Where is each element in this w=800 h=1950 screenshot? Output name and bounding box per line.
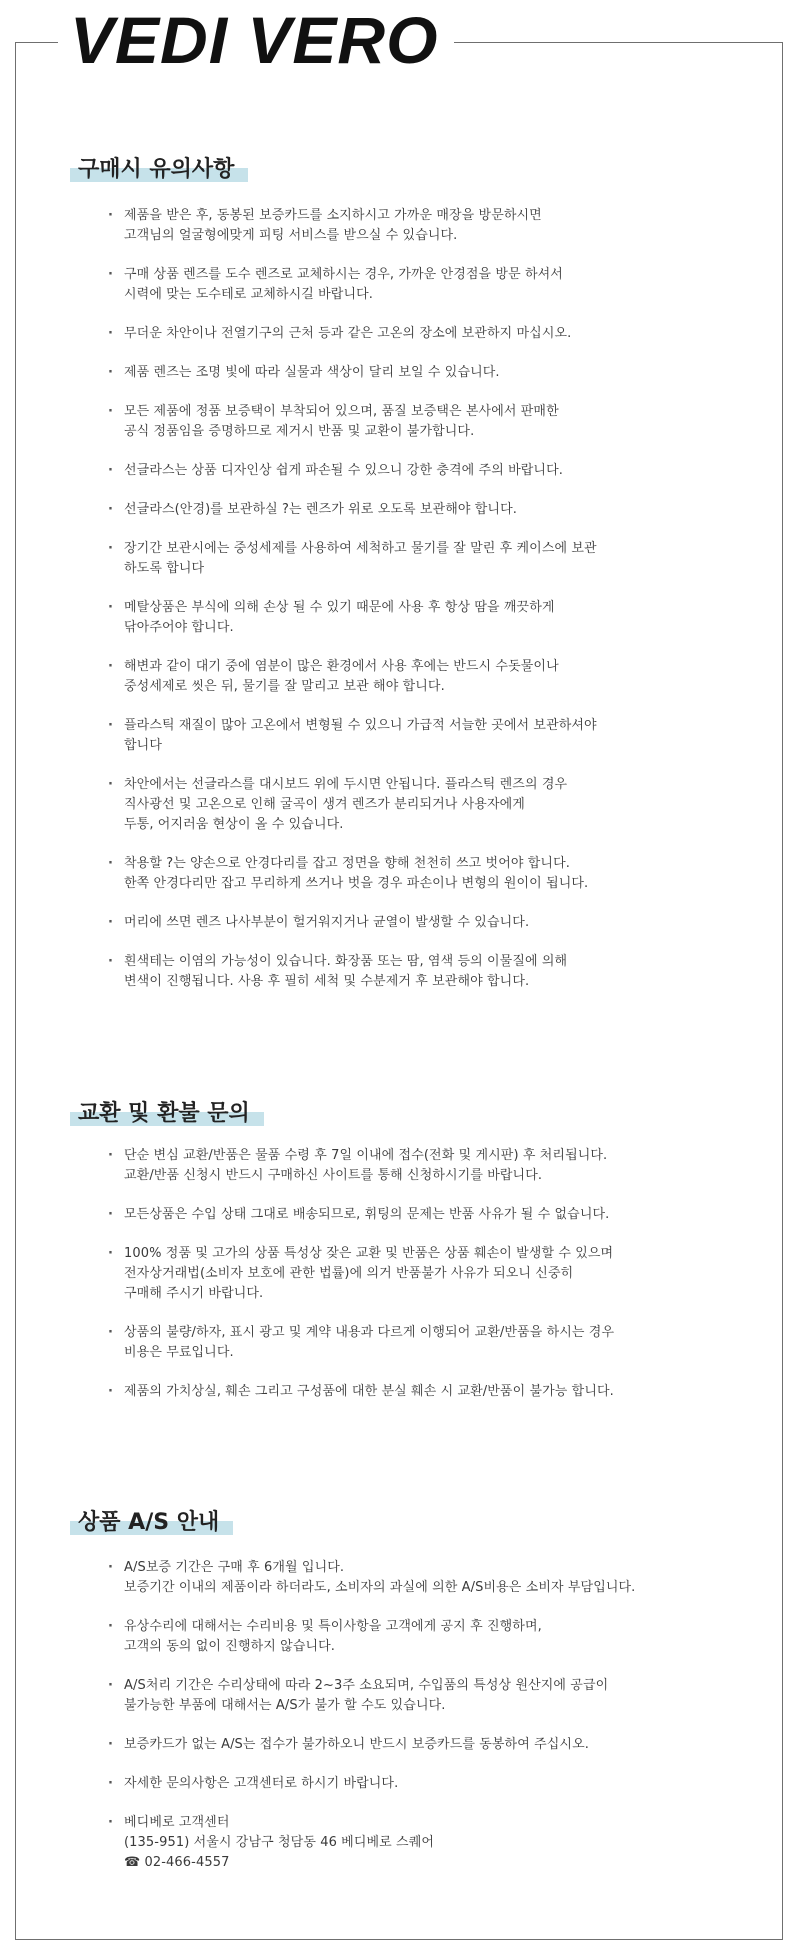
list-item: · 플라스틱 재질이 많아 고온에서 변형될 수 있으니 가급적 서늘한 곳에서 보관하셔야 합니다 [108,716,758,756]
list-item: · 베디베로 고객센터 (135-951) 서울시 강남구 청담동 46 베디베로 스퀘어 ☎ 02-466-4557 [108,1813,758,1873]
section-title: 교환 및 환불 문의 [78,1096,250,1127]
as-list [108,1558,758,1892]
list-item: · 차안에서는 선글라스를 대시보드 위에 두시면 안됩니다. 플라스틱 렌즈의 경우 직사광선 및 고온으로 인해 굴곡이 생겨 렌즈가 분리되거나 사용자에게 두통, 어지러움 현상이 올 수 있습니다. [108,775,758,835]
list-item: · 머리에 쓰면 렌즈 나사부분이 헐거워지거나 균열이 발생할 수 있습니다. [108,913,758,933]
list-item: · 장기간 보관시에는 중성세제를 사용하여 세척하고 물기를 잘 말린 후 케이스에 보관 하도록 합니다 [108,539,758,579]
list-item: · A/S보증 기간은 구매 후 6개월 입니다. 보증기간 이내의 제품이라 하더라도, 소비자의 과실에 의한 A/S비용은 소비자 부담입니다. [108,1558,758,1598]
list-item: · 상품의 불량/하자, 표시 광고 및 계약 내용과 다르게 이행되어 교환/반품을 하시는 경우 비용은 무료입니다. [108,1323,758,1363]
list-item: · 무더운 차안이나 전열기구의 근처 등과 같은 고온의 장소에 보관하지 마십시오. [108,324,758,344]
list-item: · 제품의 가치상실, 훼손 그리고 구성품에 대한 분실 훼손 시 교환/반품이 불가능 합니다. [108,1382,758,1402]
list-item: · 메탈상품은 부식에 의해 손상 될 수 있기 때문에 사용 후 항상 땀을 깨끗하게 닦아주어야 합니다. [108,598,758,638]
exchange-list [108,1146,758,1421]
list-item: · 보증카드가 없는 A/S는 접수가 불가하오니 반드시 보증카드를 동봉하여 주십시오. [108,1735,758,1755]
section-title: 구매시 유의사항 [78,152,234,183]
list-item: · 제품을 받은 후, 동봉된 보증카드를 소지하시고 가까운 매장을 방문하시면 고객님의 얼굴형에맞게 피팅 서비스를 받으실 수 있습니다. [108,206,758,246]
list-item: · 흰색테는 이염의 가능성이 있습니다. 화장품 또는 땀, 염색 등의 이물질에 의해 변색이 진행됩니다. 사용 후 필히 세척 및 수분제거 후 보관해야 합니다. [108,952,758,992]
list-item: · 선글라스(안경)를 보관하실 ?는 렌즈가 위로 오도록 보관해야 합니다. [108,500,758,520]
list-item: · 선글라스는 상품 디자인상 쉽게 파손될 수 있으니 강한 충격에 주의 바랍니다. [108,461,758,481]
notice-list [108,206,758,1011]
section-title: 상품 A/S 안내 [78,1505,219,1536]
list-item: · 모든 제품에 정품 보증택이 부착되어 있으며, 품질 보증택은 본사에서 판매한 공식 정품임을 증명하므로 제거시 반품 및 교환이 불가합니다. [108,402,758,442]
list-item: · 유상수리에 대해서는 수리비용 및 특이사항을 고객에게 공지 후 진행하며, 고객의 동의 없이 진행하지 않습니다. [108,1617,758,1657]
list-item: · 단순 변심 교환/반품은 물품 수령 후 7일 이내에 접수(전화 및 게시판) 후 처리됩니다. 교환/반품 신청시 반드시 구매하신 사이트를 통해 신청하시기를 바랍니다. [108,1146,758,1186]
list-item: · A/S처리 기간은 수리상태에 따라 2~3주 소요되며, 수입품의 특성상 원산지에 공급이 불가능한 부품에 대해서는 A/S가 불가 할 수도 있습니다. [108,1676,758,1716]
brand-header [58,4,454,76]
brand-logo: VEDI VERO [70,3,439,77]
list-item: · 구매 상품 렌즈를 도수 렌즈로 교체하시는 경우, 가까운 안경점을 방문 하셔서 시력에 맞는 도수테로 교체하시길 바랍니다. [108,265,758,305]
list-item: · 착용할 ?는 양손으로 안경다리를 잡고 정면을 향해 천천히 쓰고 벗어야 합니다. 한쪽 안경다리만 잡고 무리하게 쓰거나 벗을 경우 파손이나 변형의 원이이 됩니다. [108,854,758,894]
list-item: · 자세한 문의사항은 고객센터로 하시기 바랍니다. [108,1774,758,1794]
list-item: · 100% 정품 및 고가의 상품 특성상 잦은 교환 및 반품은 상품 훼손이 발생할 수 있으며 전자상거래법(소비자 보호에 관한 법률)에 의거 반품불가 사유가 되오니 신중히 구매해 주시기 바랍니다. [108,1244,758,1304]
list-item: · 제품 렌즈는 조명 빛에 따라 실물과 색상이 달리 보일 수 있습니다. [108,363,758,383]
list-item: · 모든상품은 수입 상태 그대로 배송되므로, 휘팅의 문제는 반품 사유가 될 수 없습니다. [108,1205,758,1225]
list-item: · 해변과 같이 대기 중에 염분이 많은 환경에서 사용 후에는 반드시 수돗물이나 중성세제로 씻은 뒤, 물기를 잘 말리고 보관 해야 합니다. [108,657,758,697]
